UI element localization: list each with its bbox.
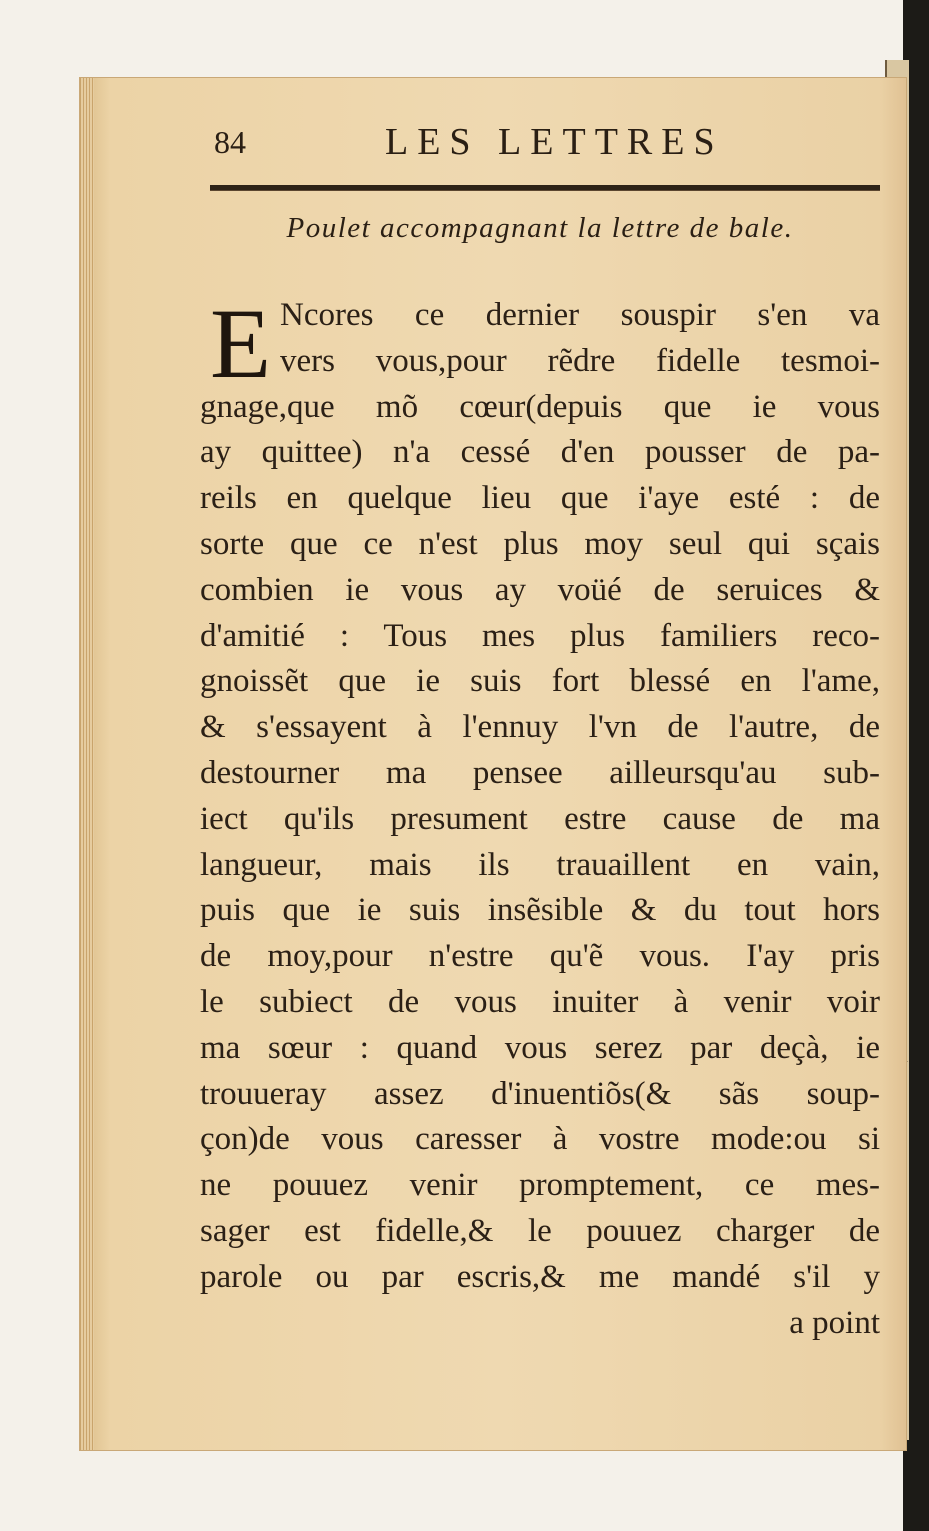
body-text: [200, 288, 880, 1346]
running-title: LES LETTRES: [385, 121, 724, 163]
drop-cap: E: [210, 288, 272, 399]
text-line: vers vous,pour rẽdre fidelle tesmoi-: [280, 342, 880, 379]
catchword: a point: [789, 1304, 880, 1341]
text-line: ne pouuez venir promptement, ce mes-: [200, 1167, 880, 1204]
text-line: ma sœur : quand vous serez par deçà, ie: [200, 1029, 880, 1066]
text-line: trouueray assez d'inuentiõs(& sãs soup-: [200, 1075, 880, 1112]
text-line: gnoissẽt que ie suis fort blessé en l'ame,: [200, 663, 880, 700]
text-line: sager est fidelle,& le pouuez charger de: [200, 1212, 880, 1249]
text-line: & s'essayent à l'ennuy l'vn de l'autre, de: [200, 709, 880, 746]
text-line: langueur, mais ils trauaillent en vain,: [200, 846, 880, 883]
text-line: reils en quelque lieu que i'aye esté : de: [200, 480, 880, 517]
text-line: Ncores ce dernier souspir s'en va: [280, 297, 880, 333]
page-header: [130, 118, 878, 168]
text-line: çon)de vous caresser à vostre mode:ou si: [200, 1121, 880, 1158]
page-number: 84: [214, 124, 246, 160]
header-rule: [210, 185, 880, 191]
text-line: gnage,que mõ cœur(depuis que ie vous: [200, 388, 880, 425]
text-line: sorte que ce n'est plus moy seul qui sçais: [200, 525, 880, 562]
page-edge: [80, 78, 94, 1450]
text-line: le subiect de vous inuiter à venir voir: [200, 983, 880, 1020]
text-line: d'amitié : Tous mes plus familiers reco-: [200, 617, 880, 654]
text-line: puis que ie suis insẽsible & du tout hors: [200, 892, 880, 929]
text-line: de moy,pour n'estre qu'ẽ vous. I'ay pris: [200, 938, 880, 975]
text-line: destourner ma pensee ailleursqu'au sub-: [200, 754, 880, 791]
letter-subtitle: Poulet accompagnant la lettre de bale.: [286, 212, 794, 244]
text-line: ay quittee) n'a cessé d'en pousser de pa-: [200, 434, 880, 471]
text-line: parole ou par escris,& me mandé s'il y: [200, 1258, 880, 1295]
text-line: iect qu'ils presument estre cause de ma: [200, 800, 880, 837]
text-line: combien ie vous ay voüé de seruices &: [200, 571, 880, 608]
